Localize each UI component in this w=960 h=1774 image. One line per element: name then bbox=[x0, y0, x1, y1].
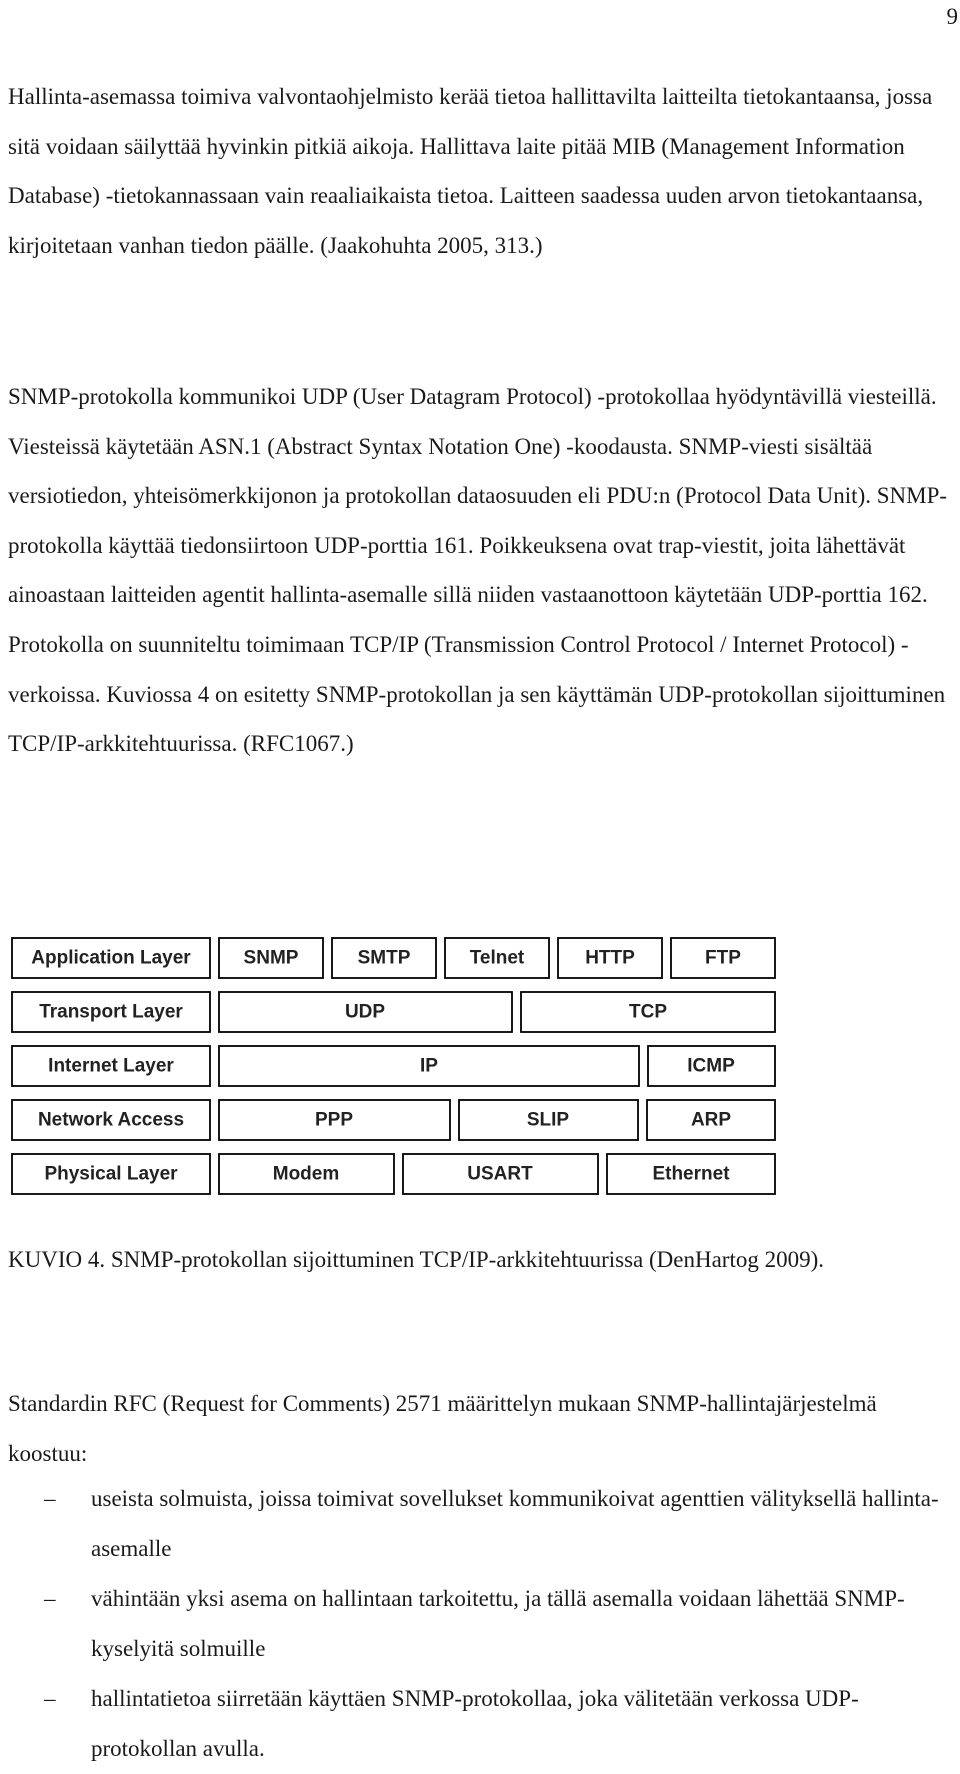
list-item bbox=[0, 1674, 941, 1774]
layer-label-network-access: Network Access bbox=[37, 1109, 185, 1131]
protocol-label-slip: SLIP bbox=[526, 1109, 570, 1131]
paragraph-snmp-protocol: SNMP-protokolla kommunikoi UDP (User Datagram Protocol) -protokollaa hyödyntävillä viesteillä. Viesteissä käytetään ASN.1 (Abstract Syntax Notation One) -koodausta. SNMP-viesti sisältää versiotiedon, yhteisömerkkijonon ja protokollan dataosuuden eli PDU:n (Protocol Data Unit). SNMP-protokolla käyttää tiedonsiirtoon UDP-porttia 161. Poikkeuksena ovat trap-viestit, joita lähettävät ainoastaan laitteiden agentit hallinta-asemalle sillä niiden vastaanottoon käytetään UDP-porttia 162. Protokolla on suunniteltu toimimaan TCP/IP (Transmission Control Protocol / Internet Protocol) -verkoissa. Kuviossa 4 on esitetty SNMP-protokollan ja sen käyttämän UDP-protokollan sijoittuminen TCP/IP-arkkitehtuurissa. (RFC1067.) bbox=[8, 384, 948, 757]
protocol-label-icmp: ICMP bbox=[687, 1055, 735, 1077]
management-system-components-list bbox=[0, 1474, 960, 1774]
protocol-label-http: HTTP bbox=[585, 947, 635, 969]
list-item-text: hallintatietoa siirretään käyttäen SNMP-protokollaa, joka välitetään verkossa UDP-protokollan avulla. bbox=[91, 1686, 859, 1761]
paragraph-management-station: Hallinta-asemassa toimiva valvontaohjelmisto kerää tietoa hallittavilta laitteilta tietokantaansa, jossa sitä voidaan säilyttää hyvinkin pitkiä aikoja. Hallittava laite pitää MIB (Management Information Database) -tietokannassaan vain reaaliaikaista tietoa. Laitteen saadessa uuden arvon tietokantaansa, kirjoitetaan vanhan tiedon päälle. (Jaakohuhta 2005, 313.) bbox=[8, 84, 933, 258]
protocol-label-ethernet: Ethernet bbox=[652, 1163, 730, 1185]
list-item bbox=[0, 1474, 941, 1574]
page-number: 9 bbox=[946, 4, 958, 29]
protocol-label-ip: IP bbox=[420, 1055, 438, 1077]
protocol-label-arp: ARP bbox=[690, 1109, 732, 1131]
list-bullet: – bbox=[44, 1586, 56, 1611]
protocol-label-smtp: SMTP bbox=[357, 947, 411, 969]
protocol-label-tcp: TCP bbox=[629, 1001, 667, 1023]
protocol-label-udp: UDP bbox=[344, 1001, 386, 1023]
protocol-label-telnet: Telnet bbox=[469, 947, 525, 969]
list-bullet: – bbox=[44, 1686, 56, 1711]
tcpip-layer-diagram bbox=[10, 936, 874, 1198]
list-item-text: useista solmuista, joissa toimivat sovellukset kommunikoivat agenttien välityksellä hallinta-asemalle bbox=[91, 1486, 939, 1561]
protocol-label-usart: USART bbox=[467, 1163, 533, 1185]
protocol-label-ppp: PPP bbox=[314, 1109, 354, 1131]
figure-caption: KUVIO 4. SNMP-protokollan sijoittuminen TCP/IP-arkkitehtuurissa (DenHartog 2009). bbox=[8, 1247, 825, 1272]
layer-label-internet: Internet Layer bbox=[48, 1055, 174, 1077]
layer-label-physical: Physical Layer bbox=[44, 1163, 178, 1185]
paragraph-rfc2571: Standardin RFC (Request for Comments) 2571 määrittelyn mukaan SNMP-hallintajärjestelmä koostuu: bbox=[8, 1391, 877, 1466]
layer-label-application: Application Layer bbox=[31, 947, 191, 969]
list-bullet: – bbox=[44, 1486, 56, 1511]
list-item-text: vähintään yksi asema on hallintaan tarkoitettu, ja tällä asemalla voidaan lähettää SNMP-kyselyitä solmuille bbox=[91, 1586, 905, 1661]
protocol-label-ftp: FTP bbox=[705, 947, 741, 969]
protocol-label-snmp: SNMP bbox=[243, 947, 299, 969]
list-item bbox=[0, 1574, 941, 1674]
protocol-label-modem: Modem bbox=[272, 1163, 340, 1185]
layer-label-transport: Transport Layer bbox=[39, 1001, 183, 1023]
